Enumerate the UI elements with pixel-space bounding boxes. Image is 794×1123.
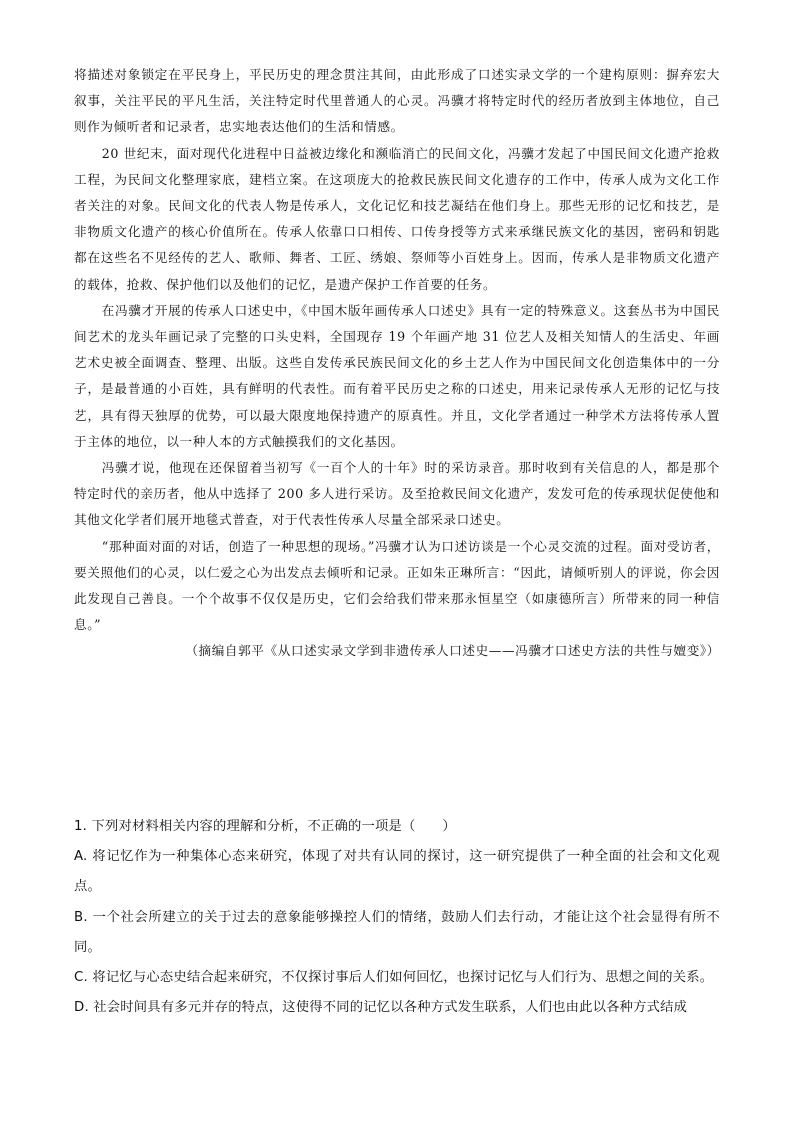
question-stem: 1. 下列对材料相关内容的理解和分析，不正确的一项是（ ） xyxy=(74,819,456,834)
reading-passage xyxy=(74,62,720,665)
passage-paragraph: 将描述对象锁定在平民身上，平民历史的理念贯注其间，由此形成了口述实录文学的一个建构原则：摒弃宏大叙事，关注平民的平凡生活，关注特定时代里普通人的心灵。冯骥才将特定时代的经历者放到主体地位，自己则作为倾听者和记录者，忠实地表达他们的生活和情感。 xyxy=(74,67,720,135)
passage-paragraph: 冯骥才说，他现在还保留着当初写《一百个人的十年》时的采访录音。那时收到有关信息的人，都是那个特定时代的亲历者，他从中选择了 200 多人进行采访。及至抢救民间文化遗产，发发可危的传承现状促使他和其他文化学者们展开地毯式普查，对于代表性传承人尽量全部采录口述史。 xyxy=(74,460,720,528)
passage-paragraph: “那种面对面的对话，创造了一种思想的现场。”冯骥才认为口述访谈是一个心灵交流的过程。面对受访者，要关照他们的心灵，以仁爱之心为出发点去倾听和记录。正如朱正琳所言：“因此，请倾听别人的评说，你会因此发现自己善良。一个个故事不仅仅是历史，它们会给我们带来那永恒星空（如康德所言）所带来的同一种信息。” xyxy=(74,538,720,633)
option-a: A. 将记忆作为一种集体心态来研究，体现了对共有认同的探讨，这一研究提供了一种全面的社会和文化观点。 xyxy=(74,849,720,895)
option-c: C. 将记忆与心态史结合起来研究，不仅探讨事后人们如何回忆，也探讨记忆与人们行为、思想之间的关系。 xyxy=(74,970,714,986)
passage-paragraph: 在冯骥才开展的传承人口述史中，《中国木版年画传承人口述史》具有一定的特殊意义。这套丛书为中国民间艺术的龙头年画记录了完整的口头史料，全国现存 19 个年画产地 31 位艺人及相关知情人的生活史、年画艺术史被全面调查、整理、出版。这些自发传承民族民间文化的乡土艺人作为中国民间文化创造集体中的一分子，是最普通的小百姓，具有鲜明的代表性。而有着平民历史之称的口述史，用来记录传承人无形的记忆与技艺，具有得天独厚的优势，可以最大限度地保持遗产的原真性。并且，文化学者通过一种学术方法将传承人置于主体的地位，以一种人本的方式触摸我们的文化基因。 xyxy=(74,302,720,449)
question-block xyxy=(74,812,720,1023)
passage-source: （摘编自郭平《从口述实录文学到非遗传承人口述史——冯骥才口述史方法的共性与嬗变》） xyxy=(185,643,720,659)
option-d: D. 社会时间具有多元并存的特点，这使得不同的记忆以各种方式发生联系，人们也由此以各种方式结成 xyxy=(74,1000,688,1016)
passage-paragraph: 20 世纪末，面对现代化进程中日益被边缘化和濒临消亡的民间文化，冯骥才发起了中国民间文化遗产抢救工程，为民间文化整理家底，建档立案。在这项庞大的抢救民族民间文化遗存的工作中，传承人成为文化工作者关注的对象。民间文化的代表人物是传承人，文化记忆和技艺凝结在他们身上。那些无形的记忆和技艺，是非物质文化遗产的核心价值所在。传承人依靠口口相传、口传身授等方式来承继民族文化的基因，密码和钥匙都在这些名不见经传的艺人、歌师、舞者、工匠、绣娘、祭师等小百姓身上。因而，传承人是非物质文化遗产的载体，抢救、保护他们以及他们的记忆，是遗产保护工作首要的任务。 xyxy=(74,145,720,292)
option-b: B. 一个社会所建立的关于过去的意象能够操控人们的情绪，鼓励人们去行动，才能让这个社会显得有所不同。 xyxy=(74,909,720,955)
